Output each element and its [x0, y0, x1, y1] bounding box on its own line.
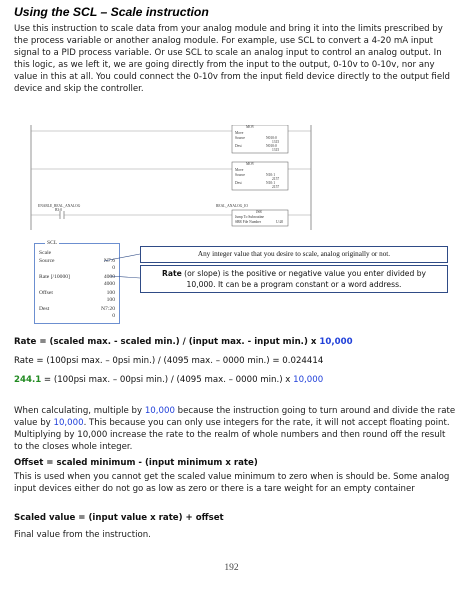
offset-heading: Offset = scaled minimum - (input minimum x rate) — [14, 458, 258, 468]
scl-name: Scale — [39, 250, 52, 256]
callout-rate — [140, 265, 448, 293]
formula-rate: Rate = (scaled max. - scaled min.) / (input max. - input min.) x 10,000 — [14, 337, 353, 347]
mov2-line1: Move — [235, 168, 244, 172]
mov1-dest-val: 1315 — [272, 148, 280, 152]
mov2-title: MOV — [246, 162, 255, 166]
section-heading: Using the SCL – Scale instruction — [14, 5, 209, 19]
jsr-line2-label: SBR File Number — [235, 220, 261, 224]
scl-instruction-block: SCL Scale Source N7:6 0 Rate [/10000] 4000 4000 Offset 100 100 Dest N7:20 0 — [34, 243, 120, 324]
offset-paragraph: This is used when you cannot get the scaled value minimum to zero when is should be. Some analog input devices either do not go as low as zero or there is a tare weight for an empty container — [14, 472, 450, 494]
mov1-dest-label: Dest — [235, 144, 242, 148]
formula-result: 244.1 — [14, 375, 42, 385]
callout-source: Any integer value that you desire to scale, analog originally or not. — [140, 246, 448, 263]
mov1-source-val: 1315 — [272, 140, 280, 144]
formula-rate-example: Rate = (100psi max. – 0psi min.) / (4095 max. – 0000 min.) = 0.024414 — [14, 356, 324, 366]
calculation-paragraph: When calculating, multiple by 10,000 because the instruction going to turn around and divide the rate value by 10,000. This because you can only use integers for the rate, it will not accept floating point. Multiplying by 10,000 increase the rate to the realm of whole numbers and then round off the result to the closes whole integer. — [14, 406, 456, 452]
page-number: 192 — [224, 563, 239, 573]
mov1-source-addr: N010:0 — [266, 136, 277, 140]
mov2-source-val: 2157 — [272, 177, 280, 181]
intro-paragraph: Use this instruction to scale data from your analog module and bring it into the limits prescribed by the process variable or another analog module. For example, use SCL to convert a 4-20 mA input signal to a PID process variable. Or use SCL to scale an analog input to control an analog output. In this logic, as we left it, we are going directly from the input to the output, 0-10v to 0-10v, nor any value in this at all. You could connect the 0-10v from the input field device directly to the output field device and skip the controller. — [14, 24, 450, 95]
scl-title: SCL — [47, 240, 58, 246]
mov1-title: MOV — [246, 125, 255, 129]
mov2-dest-addr: N10:1 — [266, 181, 275, 185]
formula-rate-multiplier: 10,000 — [319, 337, 353, 347]
callout-rate-text: (or slope) is the positive or negative value you enter divided by 10,000. It can be a program constant or a word address. — [181, 269, 427, 289]
contact-addr: B3:0 — [55, 208, 62, 212]
mov2-dest-val: 2157 — [272, 185, 280, 189]
formula-rate-scaled: 244.1 = (100psi max. – 00psi min.) / (4095 max. – 0000 min.) x 10,000 — [14, 375, 324, 385]
mov2-source-addr: N10:1 — [266, 173, 275, 177]
jsr-line1: Jump To Subroutine — [235, 215, 265, 219]
contact-label: ENABLE_REAL_ANALOG — [38, 204, 81, 208]
scaled-value-paragraph: Final value from the instruction. — [14, 530, 151, 540]
jsr-title: JSR — [256, 210, 262, 214]
mov2-source-label: Source — [235, 173, 245, 177]
jsr-line2-val: U:20 — [276, 220, 284, 224]
mov2-dest-label: Dest — [235, 181, 242, 185]
callout-rate-bold: Rate — [161, 269, 182, 278]
jsr-label: REAL_ANALOG_IO — [216, 204, 248, 208]
mov1-line1: Move — [235, 131, 244, 135]
mov1-source-label: Source — [235, 136, 245, 140]
scaled-value-heading: Scaled value = (input value x rate) + offset — [14, 513, 224, 523]
mov1-dest-addr: N010:0 — [266, 144, 277, 148]
